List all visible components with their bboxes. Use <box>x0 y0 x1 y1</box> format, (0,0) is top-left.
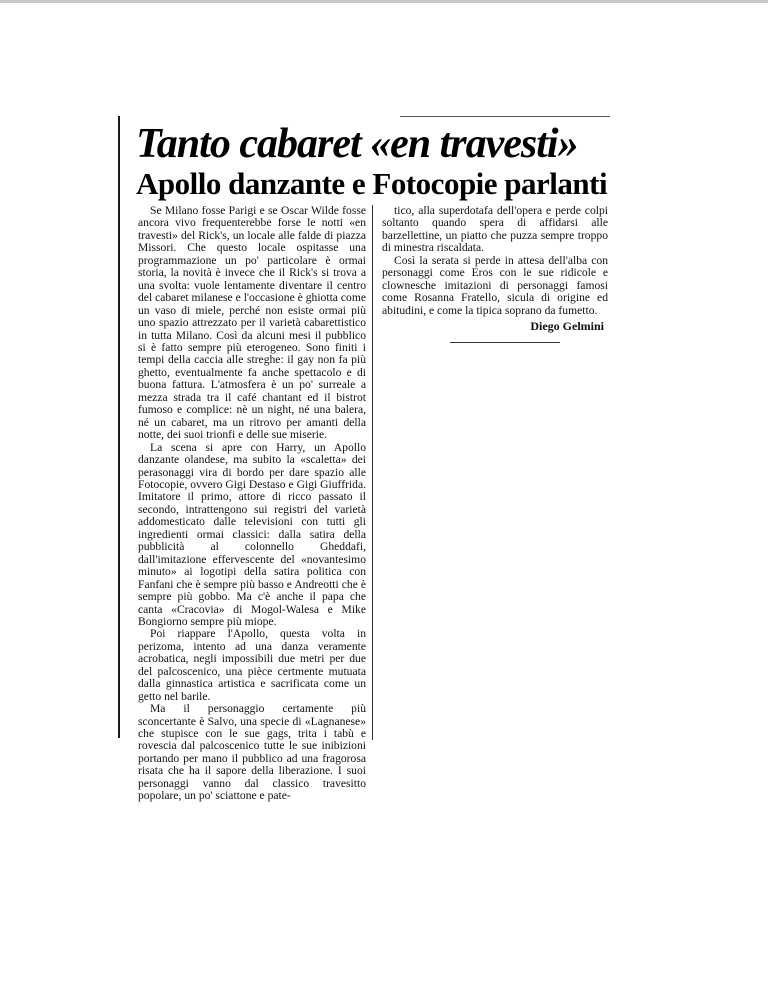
article-headline: Tanto cabaret «en travesti» <box>136 121 578 167</box>
paragraph: Poi riappare l'Apollo, questa volta in perizoma, intento ad una danza veramente acrobatica, negli impossibili due metri per due del palcoscenico, una pièce certmente mutuata dalla ginnastica artistica e sacrificata come un getto nel barile. <box>138 627 366 703</box>
paragraph: Ma il personaggio certamente più sconcertante è Salvo, una specie di «Lagnanese» che stupisce con le sue gags, trita i tabù e rovescia dal palcoscenico tutte le sue inibizioni portando per mano il pubblico ad una fragorosa risata che ha il sapore della liberazione. I suoi personaggi vanno dal classico travesitto popolare, un po' sciattone e pate- <box>138 702 366 803</box>
paragraph: La scena si apre con Harry, un Apollo danzante olandese, ma subito la «scaletta» dei perasonaggi vira di bordo per dare spazio alle Fotocopie, ovvero Gigi Destaso e Gigi Giuffrida. Imitatore il primo, attore di ricco passato il secondo, intrattengono sui registri del varietà addomesticato dalle televisioni con tutti gli ingredienti ormai classici: dalla satira della pubblicità al colonnello Gheddafi, dall'imitazione effervescente del «novantesimo minuto» ai logotipi della satira politica con Fanfani che è sempre più basso e Andreotti che è sempre più gobbo. Ma c'è anche il papa che canta «Cracovia» di Mogol-Walesa e Mike Bongiorno sempre più miope. <box>138 440 366 628</box>
paragraph: tico, alla superdotafa dell'opera e perde colpi soltanto quando spera di affidarsi alle barzellettine, un piatto che puzza sempre troppo di minestra riscaldata. <box>382 204 608 255</box>
clipping-left-border <box>118 116 120 738</box>
article-column-right <box>382 205 608 343</box>
article-column-left <box>138 205 366 803</box>
paragraph: Così la serata si perde in attesa dell'alba con personaggi come Eros con le sue ridicole e clownesche imitazioni di personaggi famosi come Rosanna Fratello, sicula di origine ed abitudini, e come la tipica soprano da fumetto. <box>382 253 608 317</box>
article-subheadline: Apollo danzante e Fotocopie parlanti <box>136 166 608 201</box>
article-byline: Diego Gelmini <box>530 319 604 334</box>
paragraph: Se Milano fosse Parigi e se Oscar Wilde fosse ancora vivo frequenterebbe forse le notti «en travesti» del Rick's, un locale alle falde di piazza Missori. Che questo locale ospitasse una programmazione un po' particolare è ormai storia, la novità è invece che il Rick's si trova a una svolta: vuole lentamente diventare il centro del cabaret milanese e l'occasione è ghiotta come un vaso di miele, perché non esiste ormai più uno spazio attrezzato per il varietà cabarettistico in tutta Milano. Così da alcuni mesi il pubblico si è fatto sempre più eterogeneo. Sono finiti i tempi della caccia alle streghe: il gay non fa più ghetto, eventualmente fa anche spettacolo e di buona fattura. L'atmosfera è un po' surreale a mezza strada tra il café chantant ed il bistrot fumoso e complice: nè un night, né una balera, né un cabaret, ma un ritrovo per amanti della notte, dei suoi trionfi e delle sue miserie. <box>138 204 366 442</box>
clipping-top-rule <box>400 116 610 117</box>
scan-top-edge <box>0 0 768 3</box>
article-end-rule <box>450 342 560 343</box>
column-divider <box>372 205 373 740</box>
